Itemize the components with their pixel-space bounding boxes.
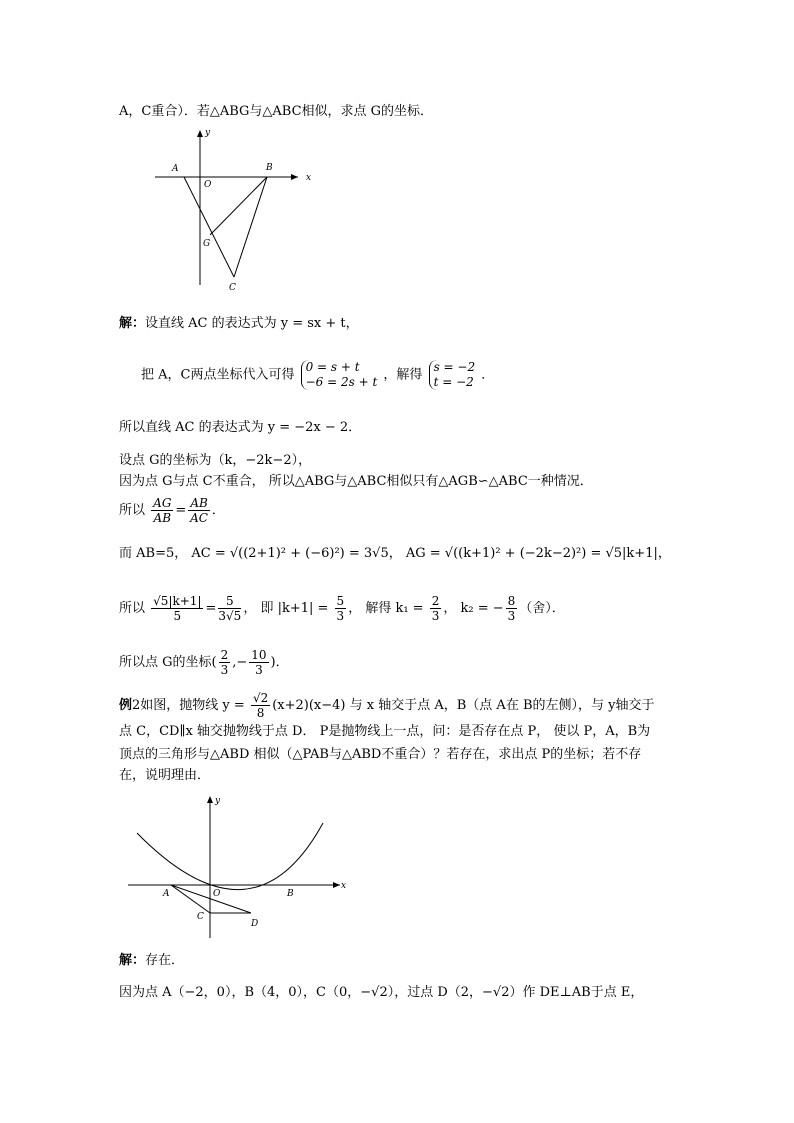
point-a-label: A: [172, 164, 179, 174]
fraction-g-x: $\frac{2}{3}$: [220, 648, 229, 677]
point-c-label: C: [197, 912, 204, 922]
fraction-1: $\frac{√5|k+1|}{5}$: [153, 594, 202, 623]
solution1-line1: [119, 316, 359, 332]
parabola-figure: [125, 793, 360, 943]
solve-text: ，解得: [383, 367, 423, 383]
fraction-ag-ab: $\frac{AG}{AB}$: [153, 496, 172, 525]
point-b-label: B: [287, 889, 294, 899]
solution2-line1: 解：存在．: [119, 953, 185, 968]
triangle-figure: [150, 125, 320, 295]
solution1-text: 设直线 AC 的表达式为 y = sx + t，: [145, 316, 359, 331]
solution-label: 解：: [119, 953, 146, 968]
point-c-label: C: [229, 283, 236, 293]
point-g-label: G: [203, 239, 211, 249]
fraction-coef: $\frac{√2}{8}$: [252, 691, 269, 720]
solution-label: 解：: [119, 316, 146, 331]
solution1-line5: 因为点 G与点 C不重合， 所以△ABG与△ABC相似只有△AGB∽△ABC一种情况．: [119, 474, 593, 489]
point-d-label: D: [251, 919, 259, 929]
y-axis-label: y: [205, 128, 211, 138]
solution1-line2: 把 A，C两点坐标代入可得 0 = s + t −6 = 2s + t ，解得 s = −2 t = −2 ．: [141, 360, 495, 389]
origin-label: O: [204, 180, 212, 190]
solution1-line4: 设点 G的坐标为（k，−2k−2），: [119, 453, 312, 468]
solution1-line6: 所以 $\frac{AG}{AB}$ = $\frac{AB}{AC}$ ．: [119, 496, 225, 525]
fraction-2: $\frac{5}{3√5}$: [218, 594, 242, 623]
solution1-line7: 而 AB=5， AC = √((2+1)² + (−6)²) = 3√5， AG = √((k+1)² + (−2k−2)²) = √5|k+1|，: [119, 546, 671, 561]
solution2-line2: 因为点 A（−2，0），B（4，0），C（0，−√2），过点 D（2，−√2）作 DE⊥AB于点 E，: [119, 985, 644, 1000]
fraction-4: $\frac{2}{3}$: [431, 594, 440, 623]
solution1-line3: 所以直线 AC 的表达式为 y = −2x − 2．: [119, 420, 362, 435]
solution1-line8: 所以 $\frac{√5|k+1|}{5}$ = $\frac{5}{3√5}$ ， 即 |k+1| = $\frac{5}{3}$ ， 解得 k₁ = $\frac{2}{3}$ ， k₂ = − $\frac{8}{3}$ （舍）．: [119, 594, 565, 623]
problem-tail-line: A，C重合）．若△ABG与△ABC相似，求点 G的坐标．: [119, 104, 434, 119]
example2-line1: 例2如图，抛物线 y = $\frac{√2}{8}$ (x+2)(x−4) 与 x 轴交于点 A，B（点 A在 B的左侧），与 y轴交于: [119, 691, 655, 720]
equation-system-2: s = −2 t = −2: [429, 360, 476, 390]
solution1-line9: 所以点 G的坐标( $\frac{2}{3}$ ,− $\frac{10}{3}$ )．: [119, 648, 289, 677]
point-b-label: B: [266, 163, 273, 173]
fraction-5: $\frac{8}{3}$: [507, 594, 516, 623]
example2-line3: 顶点的三角形与△ABD 相似（△PAB与△ABD不重合）？若存在，求出点 P的坐标；若不存: [119, 747, 642, 762]
x-axis-label: x: [341, 881, 347, 891]
point-a-label: A: [163, 889, 170, 899]
equation-system-1: 0 = s + t −6 = 2s + t: [301, 360, 378, 390]
y-axis-label: y: [215, 796, 221, 806]
example2-line4: 在，说明理由．: [119, 768, 211, 783]
x-axis-label: x: [306, 173, 312, 183]
example-label: 例: [119, 698, 133, 713]
origin-label: O: [213, 889, 221, 899]
fraction-3: $\frac{5}{3}$: [336, 594, 345, 623]
substitute-text: 把 A，C两点坐标代入可得: [141, 367, 295, 383]
fraction-g-y: $\frac{10}{3}$: [251, 648, 267, 677]
fraction-ab-ac: $\frac{AB}{AC}$: [190, 496, 208, 525]
example2-line2: 点 C，CD∥x 轴交抛物线于点 D． P是抛物线上一点，问：是否存在点 P， 使以 P，A，B为: [119, 724, 651, 739]
